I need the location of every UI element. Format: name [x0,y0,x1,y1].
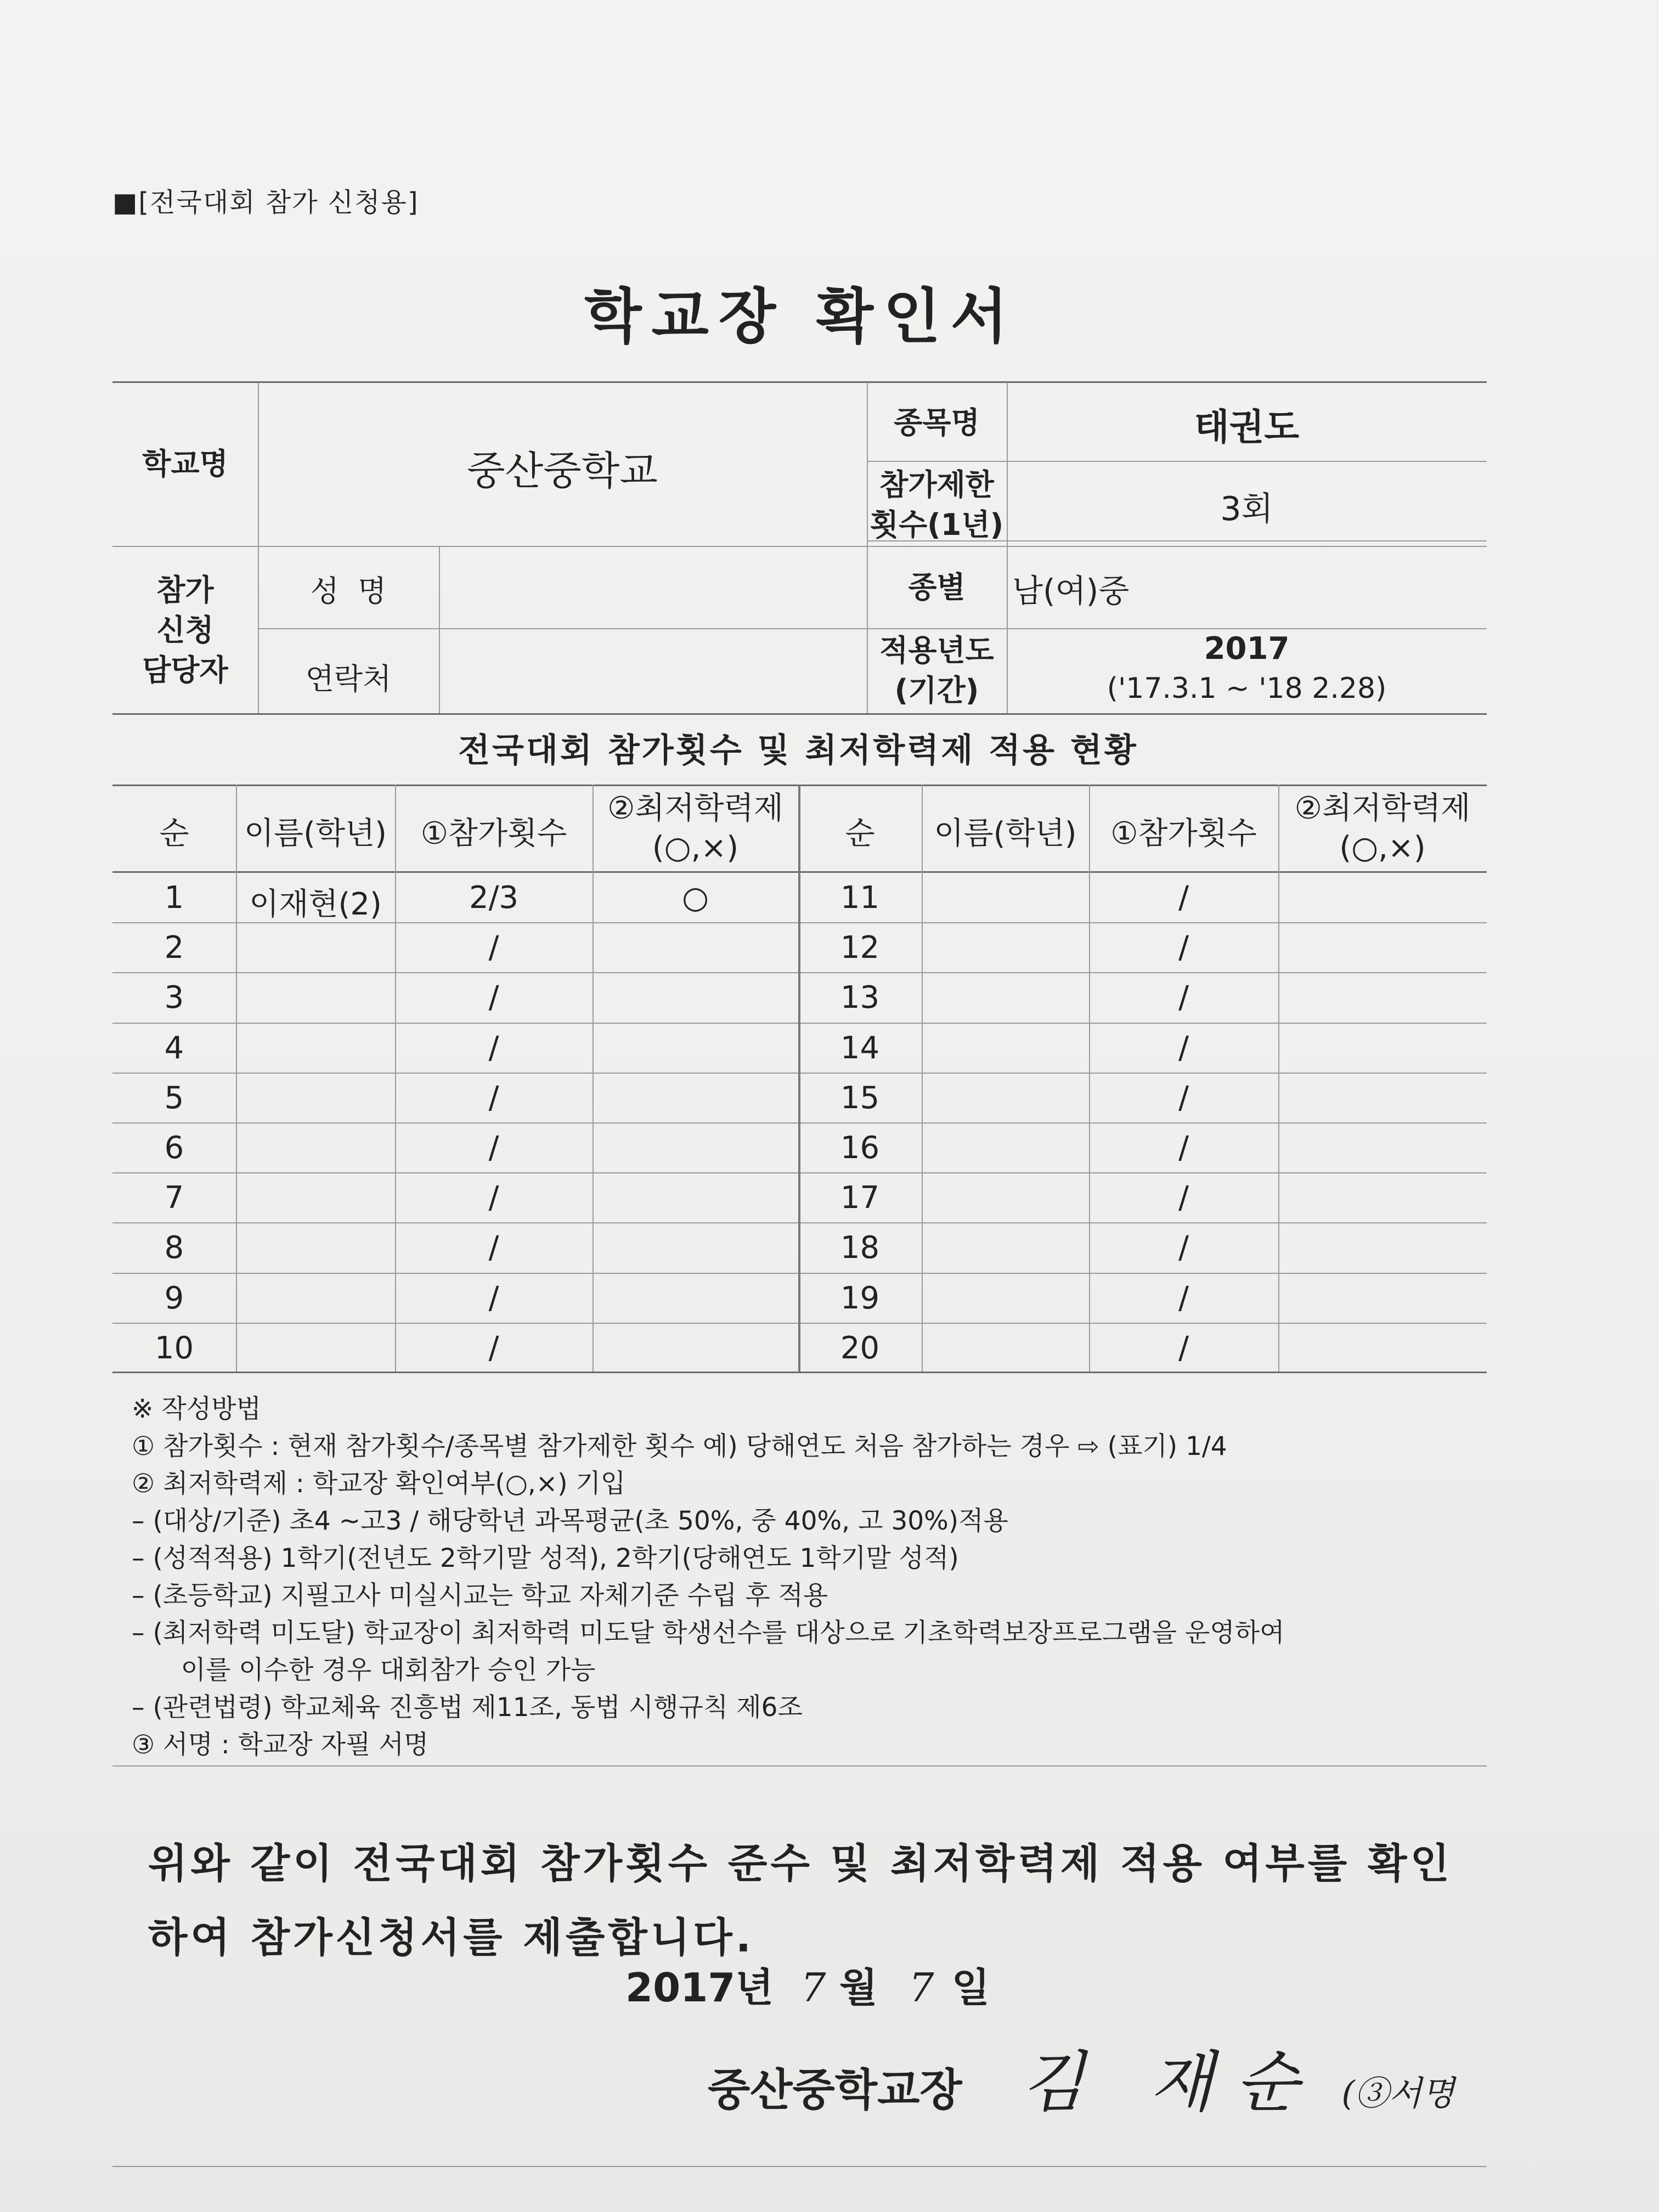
cell-no: 14 [840,1030,880,1066]
header-count: ①참가횟수 [1110,816,1257,851]
date-month-unit: 월 [839,1965,878,2011]
principal-label: 중산중학교장 [708,2064,962,2115]
cell-no: 15 [840,1080,880,1116]
info-bottom-border [112,713,1487,715]
declaration [148,1827,1453,1975]
header-name: 이름(학년) [934,816,1077,851]
note-line: – (초등학교) 지필고사 미실시교는 학교 자체기준 수립 후 적용 [132,1581,828,1611]
declaration-line2: 하여 참가신청서를 제출합니다. [148,1914,754,1961]
principal-signature-block [708,2030,1454,2124]
cell-no: 20 [840,1330,880,1366]
cell-count[interactable]: / [488,930,499,966]
limit-value: 3회 [1220,490,1273,528]
cell-count[interactable]: / [1178,1130,1189,1166]
cell-count[interactable]: / [1178,1280,1189,1316]
header-min-line2: (○,×) [652,830,739,866]
header-min-line1: ②최저학력제 [1294,791,1471,826]
cell-no: 7 [164,1180,184,1216]
cell-no: 5 [164,1080,184,1116]
cell-no: 10 [154,1330,194,1366]
cell-no: 12 [840,930,880,966]
col-divider [236,785,237,1372]
division-label: 종별 [908,570,966,605]
signature-seal-mark: (③서명 [1341,2073,1455,2113]
cell-count[interactable]: / [1178,1030,1189,1066]
note-line: 이를 이수한 경우 대회참가 승인 가능 [132,1655,596,1685]
cell-count[interactable]: / [488,1080,499,1116]
manager-label-line2: 신청 [156,612,214,647]
cell-count[interactable]: / [488,1230,499,1266]
cell-count[interactable]: / [1178,930,1189,966]
row-divider [258,628,1487,629]
col-divider [592,785,594,1372]
cell-no: 6 [164,1130,184,1166]
cell-no: 11 [840,880,880,916]
table-bottom-border [112,1372,1487,1373]
cell-name[interactable]: 이재현(2) [249,887,382,922]
col-divider [922,785,923,1372]
header-count: ①참가횟수 [420,816,567,851]
manager-label-line1: 참가 [156,573,214,607]
section-title: 전국대회 참가횟수 및 최저학력제 적용 현황 [458,731,1138,770]
school-label: 학교명 [142,447,228,481]
cell-no: 4 [164,1030,184,1066]
cell-min[interactable]: ○ [682,880,709,916]
cell-no: 17 [840,1180,880,1216]
cell-no: 2 [164,930,184,966]
note-line: – (관련법령) 학교체육 진흥법 제11조, 동법 시행규칙 제6조 [132,1692,803,1723]
row-divider [112,546,1487,547]
cell-count[interactable]: / [488,980,499,1016]
note-line: ② 최저학력제 : 학교장 확인여부(○,×) 기입 [132,1469,626,1499]
year-label-line2: (기간) [894,673,979,708]
notes-bottom-border [112,1765,1487,1767]
cell-count[interactable]: / [1178,1080,1189,1116]
note-line: – (성적적용) 1학기(전년도 2학기말 성적), 2학기(당해연도 1학기말 성적) [132,1543,959,1573]
cell-no: 3 [164,980,184,1016]
cell-count[interactable]: / [1178,880,1189,916]
header-min [1278,789,1487,868]
cell-count[interactable]: / [1178,1180,1189,1216]
sport-value: 태권도 [1194,406,1300,448]
header-no: 순 [159,816,189,851]
cell-count[interactable]: / [1178,980,1189,1016]
cell-no: 16 [840,1130,880,1166]
period-value: ('17.3.1 ~ '18 2.28) [1107,672,1387,705]
note-line: ※ 작성방법 [132,1394,261,1424]
limit-label-line1: 참가제한 [879,467,994,502]
note-line: ③ 서명 : 학교장 자필 서명 [132,1730,429,1760]
form-tag: ■[전국대회 참가 신청용] [112,187,419,218]
cell-count[interactable]: / [488,1330,499,1366]
cell-count[interactable]: / [1178,1330,1189,1366]
instructions [132,1391,1285,1764]
date-day: 7 [909,1965,934,2011]
note-line: – (최저학력 미도달) 학교장이 최저학력 미도달 학생선수를 대상으로 기초학력보장프로그램을 운영하여 [132,1618,1285,1648]
sport-label: 종목명 [894,405,980,440]
header-min [592,789,798,868]
col-divider [439,547,440,713]
school-value: 중산중학교 [467,448,658,494]
row-divider [867,461,1487,462]
cell-count[interactable]: / [488,1280,499,1316]
declaration-line1: 위와 같이 전국대회 참가횟수 준수 및 최저학력제 적용 여부를 확인 [148,1840,1453,1887]
page-bottom-border [112,2166,1487,2167]
cell-no: 8 [164,1230,184,1266]
cell-no: 9 [164,1280,184,1316]
year-label [867,631,1007,711]
year-value: 2017 [1204,631,1290,667]
cell-no: 19 [840,1280,880,1316]
cell-count[interactable]: / [488,1180,499,1216]
note-line: – (대상/기준) 초4 ~고3 / 해당학년 과목평균(초 50%, 중 40%, 고 30%)적용 [132,1506,1008,1536]
header-min-line2: (○,×) [1339,830,1426,866]
cell-count[interactable]: 2/3 [469,880,519,916]
date-year: 2017년 [625,1965,774,2011]
header-name: 이름(학년) [244,816,387,851]
limit-label [867,465,1007,545]
manager-label [112,571,258,691]
cell-no: 13 [840,980,880,1016]
cell-count[interactable]: / [488,1130,499,1166]
handwritten-signature: 김 재순 [1021,2045,1321,2121]
table-top-border [112,381,1487,383]
contact-label: 연락처 [305,662,392,696]
cell-count[interactable]: / [488,1030,499,1066]
manager-label-line3: 담당자 [142,652,228,687]
date-month: 7 [800,1965,826,2011]
cell-no: 18 [840,1230,880,1266]
cell-no: 1 [164,880,184,916]
date-day-unit: 일 [951,1965,990,2011]
page-title: 학교장 확인서 [584,283,1018,351]
col-divider [1278,785,1279,1372]
header-no: 순 [845,816,875,851]
note-line: ① 참가횟수 : 현재 참가횟수/종목별 참가제한 횟수 예) 당해연도 처음 참가하는 경우 ⇨ (표기) 1/4 [132,1431,1227,1462]
year-label-line1: 적용년도 [879,633,994,668]
header-min-line1: ②최저학력제 [607,791,783,826]
submission-date [625,1956,990,2013]
division-value: 남(여)중 [1012,572,1130,610]
cell-count[interactable]: / [1178,1230,1189,1266]
limit-label-line2: 횟수(1년) [870,507,1004,542]
name-label: 성 명 [310,574,387,608]
